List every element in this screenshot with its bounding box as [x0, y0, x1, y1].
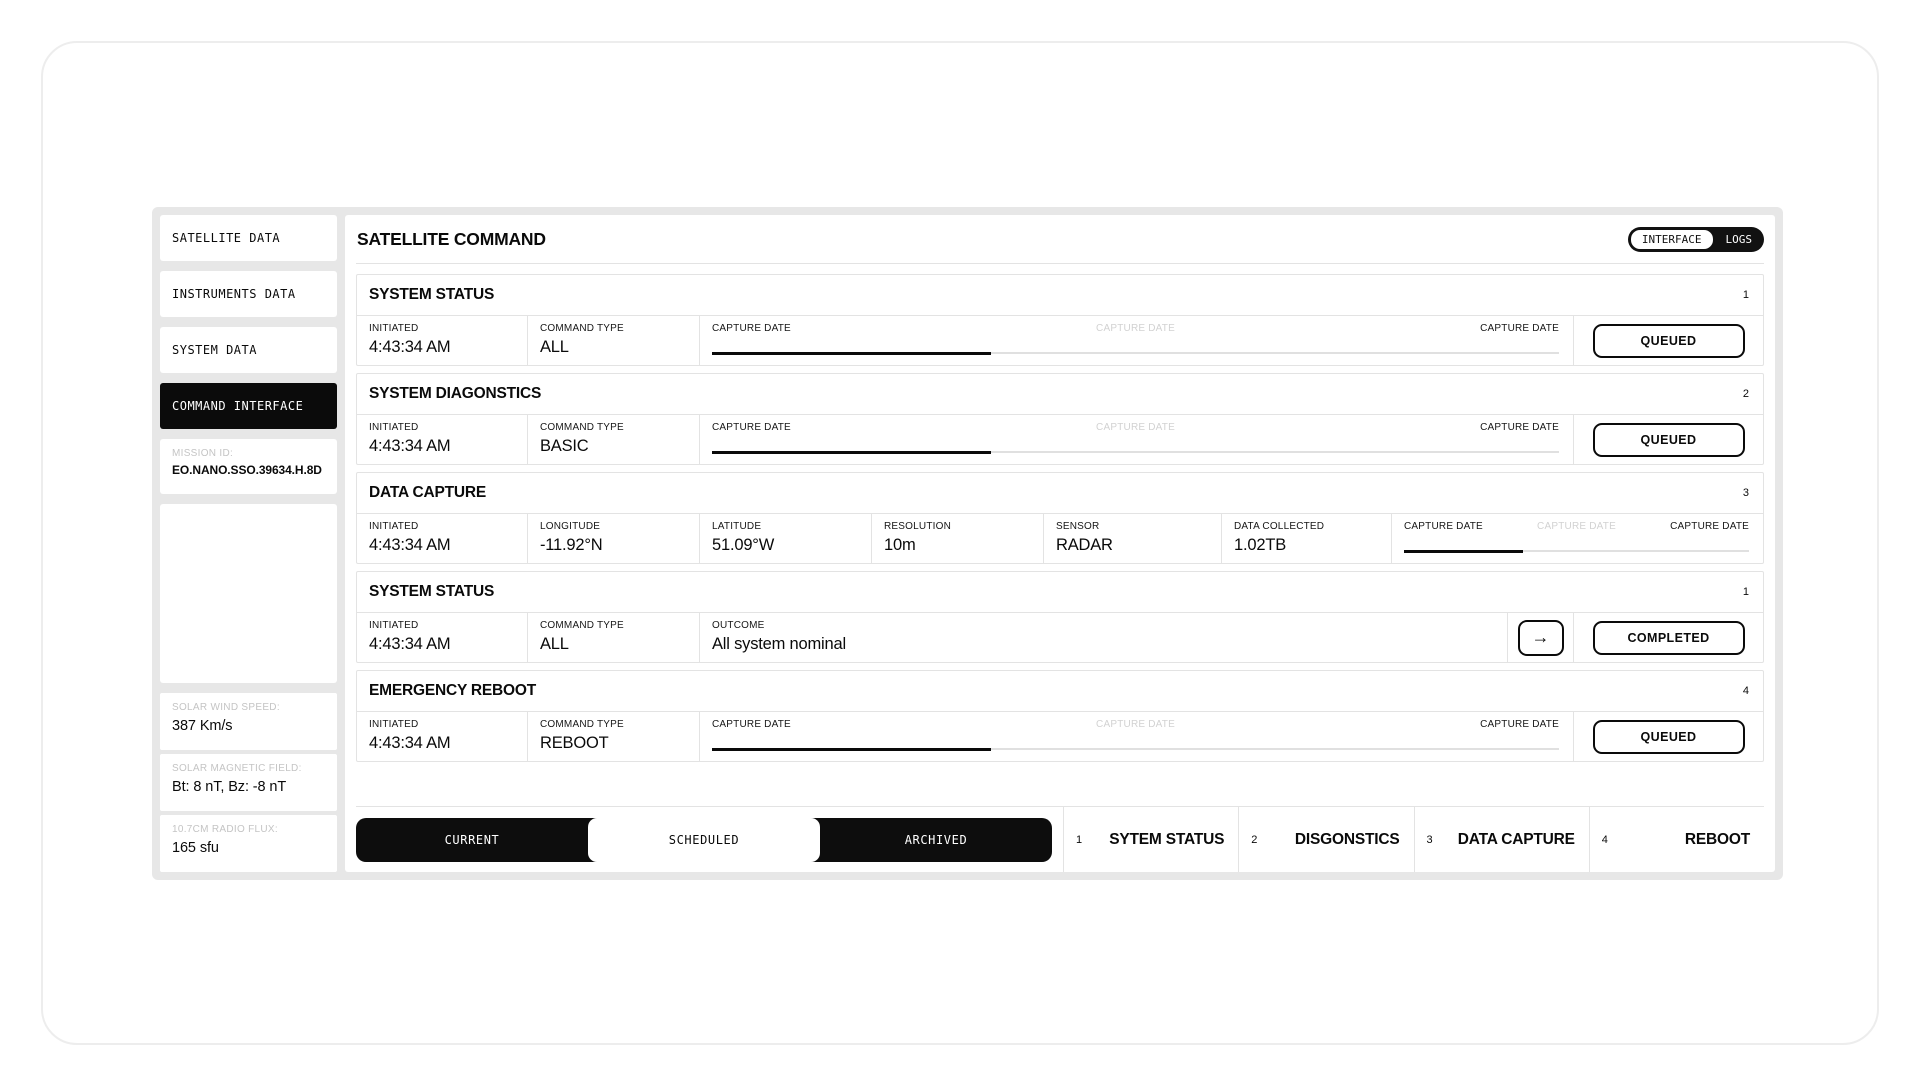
card-cells [357, 315, 1763, 365]
tab-archived[interactable]: ARCHIVED [904, 832, 968, 847]
queued-status-button[interactable]: QUEUED [1593, 423, 1745, 457]
capture-date-field [699, 415, 1573, 464]
command-card-system-diagonstics [356, 373, 1764, 465]
status-cell [1573, 712, 1763, 761]
queue-item-3[interactable] [1414, 807, 1589, 872]
initiated-label: INITIATED [369, 620, 419, 631]
command-type-label: COMMAND TYPE [540, 422, 624, 433]
card-number: 1 [1742, 289, 1749, 301]
resolution-cell [871, 514, 1043, 563]
initiated-label: INITIATED [369, 521, 419, 532]
solar-wind-speed-label: SOLAR WIND SPEED: [172, 702, 280, 714]
command-type-value: ALL [540, 635, 569, 653]
data-collected-value: 1.02TB [1234, 536, 1286, 554]
latitude-cell [699, 514, 871, 563]
completed-status-button[interactable]: COMPLETED [1593, 621, 1745, 655]
card-header [357, 275, 1763, 315]
data-collected-cell [1221, 514, 1391, 563]
sidebar [160, 215, 337, 872]
card-cells [357, 612, 1763, 662]
longitude-value: -11.92°N [540, 536, 603, 554]
card-title: SYSTEM DIAGONSTICS [369, 385, 542, 402]
toggle-interface[interactable]: INTERFACE [1629, 228, 1715, 251]
initiated-label: INITIATED [369, 422, 419, 433]
command-type-value: BASIC [540, 437, 589, 455]
card-number: 3 [1742, 487, 1749, 499]
view-toggle [1628, 227, 1764, 252]
mission-id-label: MISSION ID: [172, 447, 234, 459]
capture-date-right-label: CAPTURE DATE [1480, 719, 1559, 730]
card-title: SYSTEM STATUS [369, 286, 495, 303]
latitude-label: LATITUDE [712, 521, 762, 532]
card-header [357, 671, 1763, 711]
initiated-cell [357, 316, 527, 365]
card-header [357, 374, 1763, 414]
capture-date-label: CAPTURE DATE [712, 323, 791, 334]
outcome-value: All system nominal [712, 635, 846, 653]
longitude-cell [527, 514, 699, 563]
sensor-label: SENSOR [1056, 521, 1100, 532]
capture-date-ghost-label: CAPTURE DATE [1096, 323, 1175, 334]
latitude-value: 51.09°W [712, 536, 775, 554]
sidebar-item-command-interface[interactable]: COMMAND INTERFACE [160, 383, 337, 429]
arrow-right-icon[interactable]: → [1518, 620, 1564, 656]
command-card-system-status [356, 274, 1764, 366]
queue-item-number: 1 [1076, 833, 1083, 846]
status-cell [1573, 415, 1763, 464]
tab-scheduled[interactable]: SCHEDULED [588, 818, 820, 862]
resolution-value: 10m [884, 536, 916, 554]
initiated-label: INITIATED [369, 323, 419, 334]
initiated-cell [357, 514, 527, 563]
initiated-value: 4:43:34 AM [369, 734, 451, 752]
card-header [357, 572, 1763, 612]
capture-date-label: CAPTURE DATE [1404, 521, 1483, 532]
capture-date-ghost-label: CAPTURE DATE [1096, 719, 1175, 730]
toggle-logs[interactable]: LOGS [1725, 232, 1752, 246]
longitude-label: LONGITUDE [540, 521, 601, 532]
queue-item-2[interactable] [1238, 807, 1413, 872]
telemetry-group [160, 693, 337, 872]
capture-date-right-label: CAPTURE DATE [1670, 521, 1749, 532]
page-title: SATELLITE COMMAND [357, 228, 546, 249]
command-type-cell [527, 316, 699, 365]
status-cell [1573, 316, 1763, 365]
command-card-data-capture [356, 472, 1764, 564]
command-card-emergency-reboot [356, 670, 1764, 762]
capture-date-label: CAPTURE DATE [712, 422, 791, 433]
footer-bar [356, 806, 1764, 872]
capture-date-underline-filled [1404, 550, 1523, 553]
initiated-label: INITIATED [369, 719, 419, 730]
initiated-cell [357, 613, 527, 662]
card-number: 1 [1742, 586, 1749, 598]
initiated-value: 4:43:34 AM [369, 437, 451, 455]
capture-date-underline-filled [712, 451, 991, 454]
sensor-value: RADAR [1056, 536, 1113, 554]
sensor-cell [1043, 514, 1221, 563]
queue-item-label: REBOOT [1684, 830, 1750, 848]
outcome-cell [699, 613, 1507, 662]
mission-id-value: EO.NANO.SSO.39634.H.8D [172, 462, 322, 477]
initiated-value: 4:43:34 AM [369, 635, 451, 653]
queued-status-button[interactable]: QUEUED [1593, 720, 1745, 754]
command-type-value: ALL [540, 338, 569, 356]
sidebar-item-system-data[interactable]: SYSTEM DATA [160, 327, 337, 373]
card-cells [357, 414, 1763, 464]
solar-magnetic-field-box [160, 754, 337, 811]
command-card-system-status-completed [356, 571, 1764, 663]
capture-date-field [699, 316, 1573, 365]
capture-date-right-label: CAPTURE DATE [1480, 422, 1559, 433]
queue-list [1063, 807, 1764, 872]
solar-wind-speed-box [160, 693, 337, 750]
command-type-cell [527, 712, 699, 761]
card-title: SYSTEM STATUS [369, 583, 495, 600]
card-header [357, 473, 1763, 513]
card-title: EMERGENCY REBOOT [369, 682, 537, 699]
initiated-value: 4:43:34 AM [369, 536, 451, 554]
queue-item-label: DATA CAPTURE [1457, 830, 1575, 848]
main-content [345, 215, 1775, 872]
radio-flux-box [160, 815, 337, 872]
main-header [356, 215, 1764, 264]
queue-item-number: 4 [1601, 833, 1608, 846]
queue-item-4[interactable] [1589, 807, 1764, 872]
radio-flux-label: 10.7CM RADIO FLUX: [172, 824, 278, 836]
command-type-cell [527, 415, 699, 464]
command-type-label: COMMAND TYPE [540, 620, 624, 631]
card-number: 2 [1742, 388, 1749, 400]
sidebar-item-instruments-data[interactable]: INSTRUMENTS DATA [160, 271, 337, 317]
queued-status-button[interactable]: QUEUED [1593, 324, 1745, 358]
queue-item-number: 3 [1426, 833, 1433, 846]
mission-id-box [160, 439, 337, 495]
schedule-tabs [356, 818, 1052, 862]
status-cell [1573, 613, 1763, 662]
capture-date-right-label: CAPTURE DATE [1480, 323, 1559, 334]
card-cells [357, 513, 1763, 563]
queue-item-number: 2 [1251, 833, 1258, 846]
capture-date-label: CAPTURE DATE [712, 719, 791, 730]
resolution-label: RESOLUTION [884, 521, 952, 532]
radio-flux-value: 165 sfu [172, 840, 219, 857]
data-collected-label: DATA COLLECTED [1234, 521, 1325, 532]
queue-item-label: SYTEM STATUS [1109, 830, 1225, 848]
command-cards [356, 274, 1764, 762]
command-type-label: COMMAND TYPE [540, 323, 624, 334]
command-type-cell [527, 613, 699, 662]
initiated-cell [357, 712, 527, 761]
capture-date-field [699, 712, 1573, 761]
sidebar-item-satellite-data[interactable]: SATELLITE DATA [160, 215, 337, 261]
capture-date-field [1391, 514, 1763, 563]
details-cell [1507, 613, 1573, 662]
capture-date-ghost-label: CAPTURE DATE [1096, 422, 1175, 433]
card-cells [357, 711, 1763, 761]
solar-magnetic-field-label: SOLAR MAGNETIC FIELD: [172, 763, 302, 775]
capture-date-underline-filled [712, 352, 991, 355]
initiated-cell [357, 415, 527, 464]
command-type-label: COMMAND TYPE [540, 719, 624, 730]
card-number: 4 [1742, 685, 1749, 697]
queue-item-1[interactable] [1063, 807, 1238, 872]
outcome-label: OUTCOME [712, 620, 765, 631]
queue-item-label: DISGONSTICS [1294, 830, 1400, 848]
capture-date-ghost-label: CAPTURE DATE [1537, 521, 1616, 532]
schedule-tabs-wrap [356, 807, 1063, 872]
sidebar-empty-box [160, 504, 337, 683]
solar-wind-speed-value: 387 Km/s [172, 718, 233, 735]
initiated-value: 4:43:34 AM [369, 338, 451, 356]
satellite-app-panel [152, 207, 1783, 880]
command-type-value: REBOOT [540, 734, 609, 752]
solar-magnetic-field-value: Bt: 8 nT, Bz: -8 nT [172, 779, 287, 796]
tab-current[interactable]: CURRENT [444, 832, 500, 847]
capture-date-underline-filled [712, 748, 991, 751]
card-title: DATA CAPTURE [369, 484, 486, 501]
